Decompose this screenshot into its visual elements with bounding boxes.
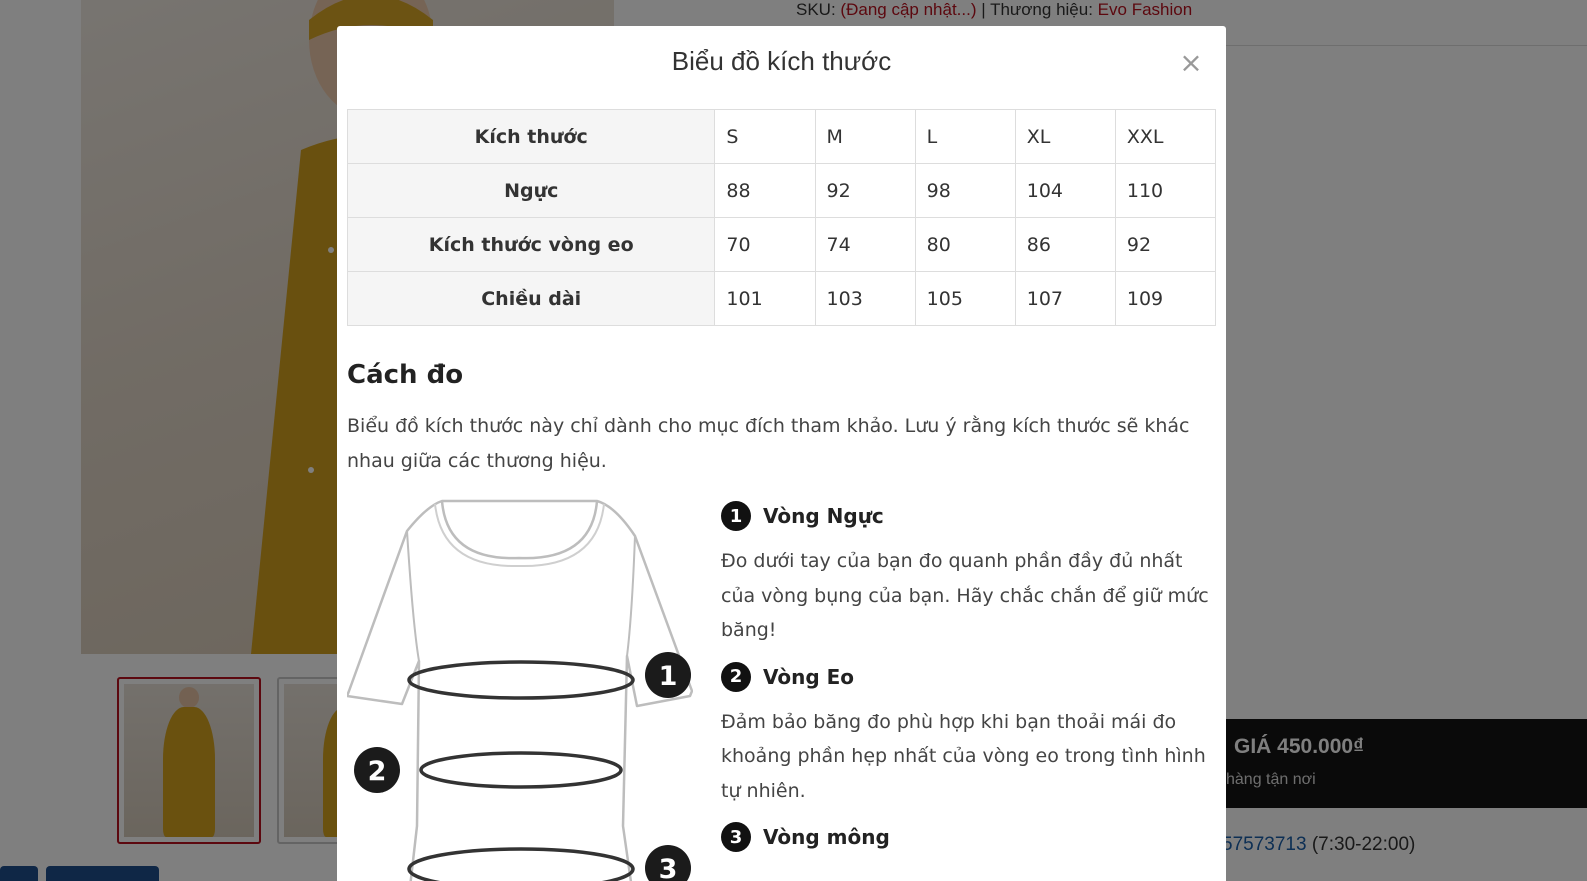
step-title: Vòng Eo <box>763 664 855 689</box>
table-cell: 88 <box>715 164 815 218</box>
garment-measure-illustration <box>347 496 693 881</box>
table-row-label: Chiều dài <box>348 272 715 326</box>
table-cell: 101 <box>715 272 815 326</box>
step-description: Đo dưới tay của bạn đo quanh phần đầy đủ nhất của vòng bụng của bạn. Hãy chắc chắn để giữ mức băng! <box>721 550 1209 641</box>
step-title: Vòng mông <box>763 825 890 849</box>
marker-3-label: 3 <box>658 854 678 881</box>
table-row <box>348 164 1216 218</box>
table-row <box>348 272 1216 326</box>
table-cell: XXL <box>1115 110 1215 164</box>
table-cell: 107 <box>1015 272 1115 326</box>
table-cell: M <box>815 110 915 164</box>
marker-1-label: 1 <box>658 661 678 692</box>
measure-steps <box>721 499 1216 854</box>
table-cell: 103 <box>815 272 915 326</box>
table-row <box>348 218 1216 272</box>
table-cell: 86 <box>1015 218 1115 272</box>
intro-paragraph: Biểu đồ kích thước này chỉ dành cho mục đích tham khảo. Lưu ý rằng kích thước sẽ khác nhau giữa các thương hiệu. <box>347 415 1190 472</box>
table-cell: XL <box>1015 110 1115 164</box>
table-cell: 74 <box>815 218 915 272</box>
table-cell: 70 <box>715 218 815 272</box>
table-row-label: Ngực <box>348 164 715 218</box>
marker-1 <box>645 652 691 698</box>
step-number-badge: 2 <box>721 662 751 692</box>
size-table <box>347 109 1216 326</box>
step-waist <box>721 660 1216 809</box>
step-header <box>721 820 1216 854</box>
table-row <box>348 110 1216 164</box>
step-header <box>721 499 1216 533</box>
step-number-badge: 1 <box>721 501 751 531</box>
step-header <box>721 660 1216 694</box>
size-chart-modal <box>337 26 1226 881</box>
step-description: Đảm bảo băng đo phù hợp khi bạn thoải mái đo khoảng phần hẹp nhất của vòng eo trong tình hình tự nhiên. <box>721 710 1206 802</box>
table-cell: 104 <box>1015 164 1115 218</box>
step-chest <box>721 499 1216 648</box>
table-cell: 109 <box>1115 272 1215 326</box>
marker-2-label: 2 <box>367 756 387 787</box>
table-row-label: Kích thước vòng eo <box>348 218 715 272</box>
close-icon[interactable]: × <box>1179 46 1203 79</box>
table-cell: S <box>715 110 815 164</box>
marker-3 <box>645 845 691 881</box>
table-cell: 92 <box>1115 218 1215 272</box>
table-cell: 92 <box>815 164 915 218</box>
marker-2 <box>354 747 400 793</box>
table-cell: L <box>915 110 1015 164</box>
step-number-badge: 3 <box>721 822 751 852</box>
table-row-label: Kích thước <box>348 110 715 164</box>
table-cell: 80 <box>915 218 1015 272</box>
modal-title: Biểu đồ kích thước <box>671 46 892 76</box>
table-cell: 110 <box>1115 164 1215 218</box>
step-title: Vòng Ngực <box>763 504 884 528</box>
step-hip <box>721 820 1216 854</box>
table-cell: 98 <box>915 164 1015 218</box>
howto-heading: Cách đo <box>347 360 464 390</box>
table-cell: 105 <box>915 272 1015 326</box>
